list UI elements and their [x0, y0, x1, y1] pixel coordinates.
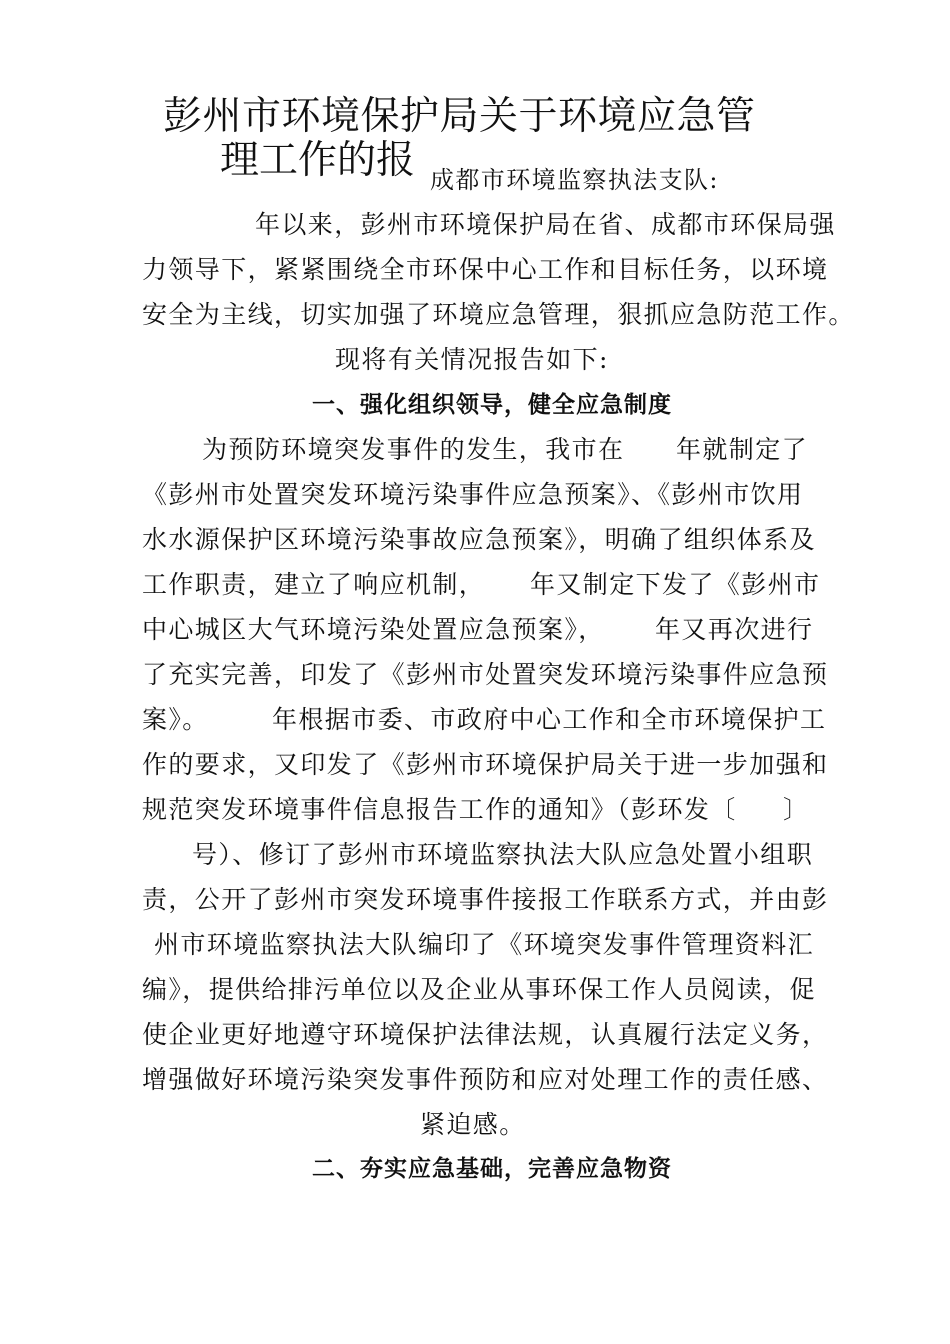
document-title-line-2: 理工作的报	[220, 138, 416, 183]
intro-line: 安全为主线，切实加强了环境应急管理，狠抓应急防范工作。	[142, 300, 855, 329]
body-line: 增强做好环境污染突发事件预防和应对处理工作的责任感、	[142, 1065, 829, 1094]
document-title-line-1: 彭州市环境保护局关于环境应急管	[163, 94, 756, 139]
body-line: 年就制定了	[676, 435, 809, 464]
body-line: 号）、修订了彭州市环境监察执法大队应急处置小组职	[192, 840, 814, 869]
body-line: 编》，提供给排污单位以及企业从事环保工作人员阅读，促	[142, 975, 816, 1004]
body-line: 工作职责，建立了响应机制，	[142, 570, 486, 599]
intro-line: 年以来，彭州市环境保护局在省、成都市环保局强	[255, 210, 836, 239]
section-heading-2: 二、夯实应急基础，完善应急物资	[312, 1156, 672, 1182]
body-line: 〕	[783, 795, 810, 824]
body-line: 紧迫感。	[420, 1110, 526, 1139]
body-line: 作的要求，又印发了《彭州市环境保护局关于进一步加强和	[142, 750, 829, 779]
intro-line: 力领导下，紧紧围绕全市环保中心工作和目标任务，以环境	[142, 255, 829, 284]
body-line: 中心城区大气环境污染处置应急预案》，	[142, 615, 605, 644]
body-line: 水水源保护区环境污染事故应急预案》，明确了组织体系及	[142, 525, 816, 554]
body-line: 使企业更好地遵守环境保护法律法规，认真履行法定义务，	[142, 1020, 829, 1049]
section-heading-1: 一、强化组织领导，健全应急制度	[312, 392, 672, 418]
body-line: 为预防环境突发事件的发生，我市在	[202, 435, 625, 464]
intro-line: 现将有关情况报告如下:	[335, 345, 609, 374]
body-line: 州市环境监察执法大队编印了《环境突发事件管理资料汇	[154, 930, 815, 959]
body-line: 了充实完善，印发了《彭州市处置突发环境污染事件应急预	[142, 660, 829, 689]
body-line: 案》。	[142, 705, 209, 734]
body-line: 《彭州市处置突发环境污染事件应急预案》、《彭州市饮用	[142, 480, 804, 509]
body-line: 年又再次进行	[655, 615, 814, 644]
body-line: 年根据市委、市政府中心工作和全市环境保护工	[272, 705, 827, 734]
body-line: 责，公开了彭州市突发环境事件接报工作联系方式，并由彭	[142, 885, 829, 914]
body-line: 年又制定下发了《彭州市	[530, 570, 821, 599]
addressee: 成都市环境监察执法支队:	[430, 166, 719, 194]
body-line: 规范突发环境事件信息报告工作的通知》（彭环发〔	[142, 795, 737, 824]
